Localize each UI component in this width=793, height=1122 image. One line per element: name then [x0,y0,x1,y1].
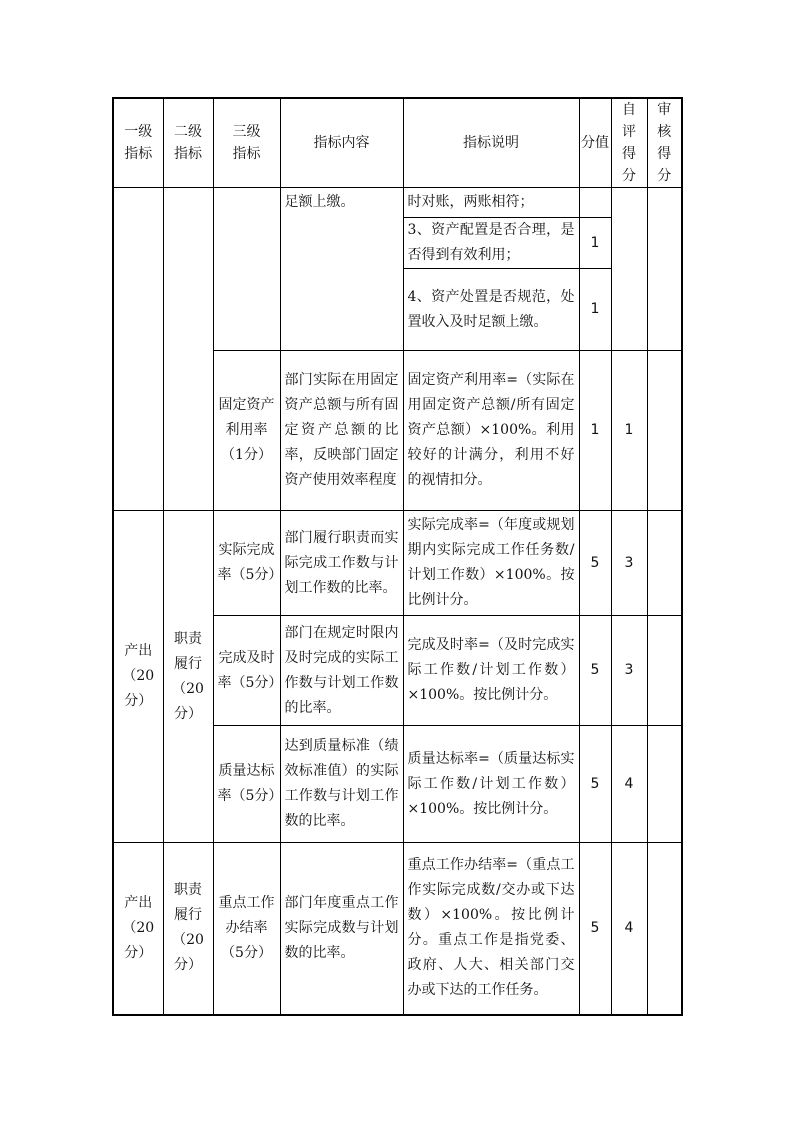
content-cell: 部门履行职责而实际完成工作数与计划工作数的比率。 [280,511,403,616]
level1-cell: 产出（20分） [113,511,163,843]
level3-cell: 实际完成率（5分） [213,511,280,616]
self-score-cell: 4 [611,843,647,1015]
level1-cell [113,188,163,511]
review-score-cell [647,843,682,1015]
self-score-cell [611,188,647,351]
description-cell: 3、资产配置是否合理，是否得到有效利用； [403,218,579,269]
content-cell: 部门年度重点工作实际完成数与计划数的比率。 [280,843,403,1015]
level3-cell: 重点工作办结率（5分） [213,843,280,1015]
self-score-cell: 4 [611,726,647,843]
review-score-cell [647,726,682,843]
level3-cell: 固定资产利用率（1分） [213,351,280,511]
header-self-score: 自 评 得 分 [611,98,647,188]
level2-cell: 职责履行（20分） [163,511,213,843]
review-score-cell [647,188,682,351]
description-cell: 实际完成率=（年度或规划期内实际完成工作任务数/计划工作数）×100%。按比例计分。 [403,511,579,616]
description-cell: 4、资产处置是否规范，处置收入及时足额上缴。 [403,269,579,351]
table-row [113,511,682,616]
description-cell: 时对账，两账相符； [403,188,579,218]
level3-cell [213,188,280,351]
level2-cell [163,188,213,511]
score-cell: 5 [579,843,611,1015]
level1-cell: 产出（20分） [113,843,163,1015]
header-level2: 二级 指标 [163,98,213,188]
score-cell: 1 [579,218,611,269]
header-score: 分值 [579,98,611,188]
description-cell: 固定资产利用率=（实际在用固定资产总额/所有固定资产总额）×100%。利用较好的计满分，利用不好的视情扣分。 [403,351,579,511]
header-description: 指标说明 [403,98,579,188]
table-row [113,188,682,218]
score-cell: 5 [579,511,611,616]
self-score-cell: 3 [611,616,647,726]
review-score-cell [647,616,682,726]
level3-cell: 完成及时率（5分） [213,616,280,726]
review-score-cell [647,511,682,616]
content-cell: 达到质量标准（绩效标准值）的实际工作数与计划工作数的比率。 [280,726,403,843]
description-cell: 重点工作办结率=（重点工作实际完成数/交办或下达数）×100%。按比例计分。重点工作是指党委、政府、人大、相关部门交办或下达的工作任务。 [403,843,579,1015]
content-cell: 部门实际在用固定资产总额与所有固定资产总额的比率，反映部门固定资产使用效率程度 [280,351,403,511]
header-level1: 一级 指标 [113,98,163,188]
self-score-cell: 1 [611,351,647,511]
header-review-score: 审 核 得 分 [647,98,682,188]
score-cell: 5 [579,616,611,726]
performance-indicator-table [112,97,683,1016]
content-cell: 足额上缴。 [280,188,403,351]
content-cell: 部门在规定时限内及时完成的实际工作数与计划工作数的比率。 [280,616,403,726]
level2-cell: 职责履行（20分） [163,843,213,1015]
score-cell: 1 [579,351,611,511]
score-cell: 5 [579,726,611,843]
table-row [113,843,682,1015]
description-cell: 完成及时率=（及时完成实际工作数/计划工作数）×100%。按比例计分。 [403,616,579,726]
header-row [113,98,682,188]
header-content: 指标内容 [280,98,403,188]
score-cell: 1 [579,269,611,351]
level3-cell: 质量达标率（5分） [213,726,280,843]
review-score-cell [647,351,682,511]
self-score-cell: 3 [611,511,647,616]
description-cell: 质量达标率=（质量达标实际工作数/计划工作数）×100%。按比例计分。 [403,726,579,843]
score-cell [579,188,611,218]
header-level3: 三级 指标 [213,98,280,188]
